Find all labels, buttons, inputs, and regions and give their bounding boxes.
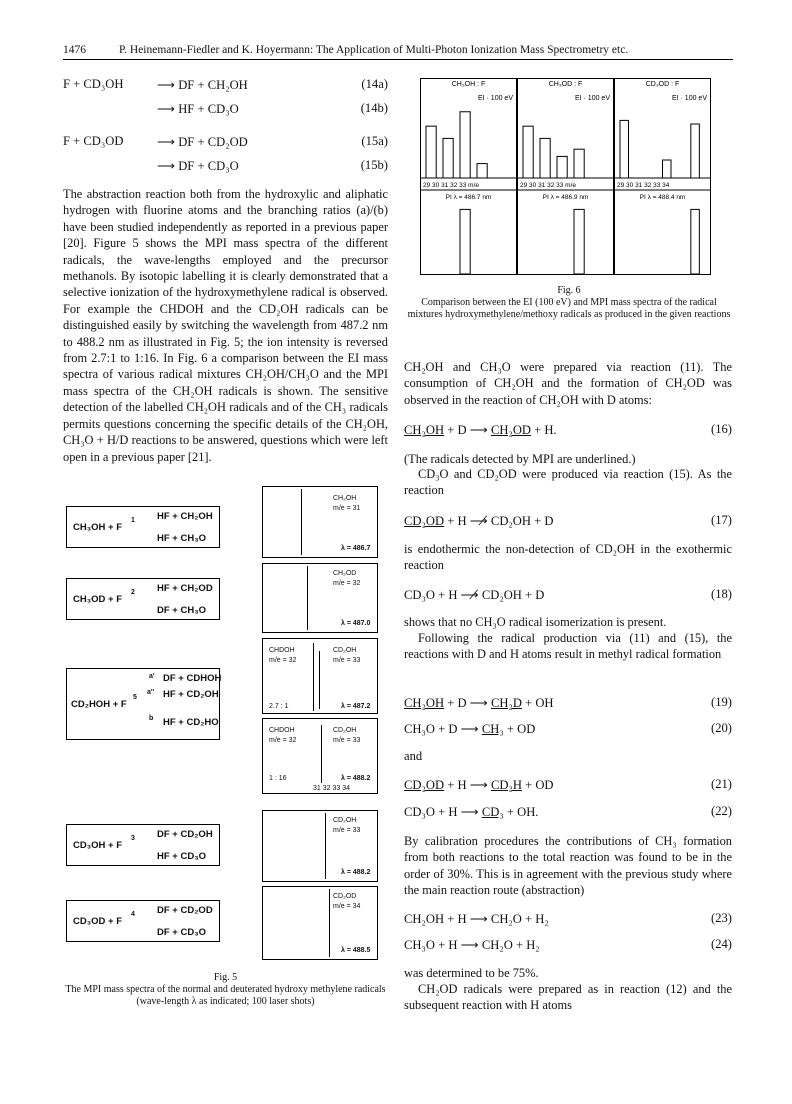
right-paragraph-2: (The radicals detected by MPI are underlined.) <box>404 452 636 466</box>
spectrum-panel-mix-2: CHDOH m/e = 32 CD₂OH m/e = 33 1 : 16 λ = 488.2 31 32 33 34 <box>262 718 378 794</box>
spectrum-panel-mix-1: CHDOH m/e = 32 CD₂OH m/e = 33 2.7 : 1 λ = 487.2 <box>262 638 378 714</box>
spectrum-panel-ch2od: CH₂OD m/e = 32 λ = 487.0 <box>262 563 378 633</box>
equation-18: CD₃O + H ⟶̸ CD₂OH + D (18) <box>404 587 732 602</box>
page-number: 1476 <box>63 44 86 56</box>
right-paragraph-8: was determined to be 75%. <box>404 966 539 980</box>
fig6-ei-bar <box>443 138 453 178</box>
right-paragraph-1: CH₂OH and CH₃O were prepared via reaction (11). The consumption of CH₂OH and the formation of CH₂OD was observed in the reaction of CH₂OH with D atoms: <box>404 360 732 407</box>
equation-24: CH₃O + H ⟶ CH₂O + H₂ (24) <box>404 937 732 952</box>
right-paragraph-9: CH₂OD radicals were prepared as in reaction (12) and the subsequent reaction with H atoms <box>404 982 732 1013</box>
right-paragraph-4: is endothermic the non-detection of CD₂OH in the exothermic reaction <box>404 542 732 573</box>
equation-15a: F + CD₃OD ⟶ DF + CD₂OD (15a) <box>63 134 388 149</box>
fig6-frame <box>518 79 614 275</box>
fig6-pi-label: PI λ = 486.9 nm <box>542 194 589 201</box>
and-text: and <box>404 749 423 763</box>
fig6-title: CD₃OD : F <box>645 81 680 88</box>
equation-20: CH₃O + D ⟶ CH₃ + OD (20) <box>404 721 732 736</box>
fig6-ei-label: EI · 100 eV <box>671 95 707 102</box>
spectrum-panel-cd2oh: CD₂OH m/e = 33 λ = 488.2 <box>262 810 378 882</box>
left-paragraph: The abstraction reaction both from the hydroxylic and aliphatic hydrogen with fluorine atoms and the branching ratios (a)/(b) have been studied independently as reported in a previous paper [20]. Figure 5 shows the MPI mass spectra of the different radicals, the wave-lengths employed and the precursor methanols. By isotopic labelling it is clearly demonstrated that a selective ionization of the hydroxymethylene radical is observed. For example the CHDOH and the CD₂OH radicals can be distinguished easily by switching the wavelength from 487.2 nm to 488.2 nm as illustrated in Fig. 5; the ion intensity is reversed from 2.7:1 to 1:16. In Fig. 6 a comparison between the EI mass spectra of various radical mixtures CH₂OH/CH₃O and the MPI mass spectra of the CH₂OH radicals is shown. The sensitive detection of the labelled CH₂OH radicals and of the CH₃ radicals permits questions concerning the specific details of the CH₂OH, CH₃O + H/D reactions to be answered, questions which were left open in a previous paper [21]. <box>63 187 388 464</box>
reaction-scheme-3: CD₃OH + F 3 DF + CD₂OH HF + CD₃O <box>66 824 220 866</box>
spectrum-panel-ch2oh: CH₂OH m/e = 31 λ = 486.7 <box>262 486 378 558</box>
fig6-spectra <box>420 78 712 278</box>
fig6-ei-bar <box>477 164 487 178</box>
fig6-ei-bar <box>523 126 533 178</box>
fig6-ei-bar <box>620 120 629 178</box>
equation-21: CD₂OD + H ⟶ CD₂H + OD (21) <box>404 777 732 792</box>
equation-17: CD₂OD + H ⟶̸ CD₂OH + D (17) <box>404 513 732 528</box>
fig6-ei-label: EI · 100 eV <box>574 95 610 102</box>
fig6-ei-bar <box>460 112 470 178</box>
equation-22: CD₃O + H ⟶ CD₃ + OH. (22) <box>404 804 732 819</box>
right-paragraph-7: By calibration procedures the contributions of CH₃ formation from both reactions to the total reaction was found to be in the order of 30%. This is in agreement with the previous study where the main reaction route (abstraction) <box>404 834 732 898</box>
right-paragraph-5: shows that no CH₃O radical isomerization is present. <box>404 615 667 629</box>
equation-19: CH₂OH + D ⟶ CH₂D + OH (19) <box>404 695 732 710</box>
reaction-scheme-4: CD₃OD + F 4 DF + CD₂OD DF + CD₃O <box>66 900 220 942</box>
equation-23: CH₂OH + H ⟶ CH₂O + H₂ (23) <box>404 911 732 926</box>
fig6-ei-label: EI · 100 eV <box>477 95 513 102</box>
fig6-axis-label: 29 30 31 32 33 m/e <box>520 182 577 189</box>
fig6-caption: Fig. 6 Comparison between the EI (100 eV) and MPI mass spectra of the radical mixtures hydroxymethylene/methoxy radicals as produced in the given reactions <box>407 285 731 320</box>
fig6-title: CH₃OD : F <box>548 81 583 88</box>
right-paragraph-3: CD₃O and CD₂OD were produced via reaction (15). As the reaction <box>404 467 732 498</box>
reaction-scheme-5: CD₂HOH + F 5 a' DF + CDHOH a'' HF + CD₂OH b HF + CD₂HO <box>66 668 220 740</box>
fig6-mpi-bar <box>574 209 584 274</box>
fig6-ei-bar <box>663 160 672 178</box>
fig6-pi-label: PI λ = 488.4 nm <box>639 194 686 201</box>
fig5-caption: Fig. 5 The MPI mass spectra of the normal and deuterated hydroxy methylene radicals (wave-length λ as indicated; 100 laser shots) <box>65 972 386 1007</box>
fig6-ei-bar <box>557 156 567 178</box>
equation-16: CH₂OH + D ⟶ CH₂OD + H. (16) <box>404 422 732 437</box>
reaction-scheme-2: CH₃OD + F 2 HF + CH₂OD DF + CH₃O <box>66 578 220 620</box>
fig6-axis-label: 29 30 31 32 33 34 <box>617 182 670 189</box>
fig6-title: CH₃OH : F <box>451 81 486 88</box>
fig6-frame <box>421 79 517 275</box>
equation-14a: F + CD₃OH ⟶ DF + CH₂OH (14a) <box>63 77 388 92</box>
fig6-ei-bar <box>691 124 700 178</box>
fig6-ei-bar <box>540 138 550 178</box>
fig6-ei-bar <box>426 126 436 178</box>
running-title: P. Heinemann-Fiedler and K. Hoyermann: The Application of Multi-Photon Ionization Mass Spectrometry etc. <box>119 44 629 56</box>
spectrum-panel-cd2od: CD₂OD m/e = 34 λ = 488.5 <box>262 886 378 960</box>
fig6-mpi-bar <box>691 209 700 274</box>
fig6-ei-bar <box>574 149 584 178</box>
running-header <box>63 44 733 60</box>
reaction-scheme-1: CH₃OH + F 1 HF + CH₂OH HF + CH₃O <box>66 506 220 548</box>
right-paragraph-6: Following the radical production via (11) and (15), the reactions with D and H atoms result in methyl radical formation <box>404 631 732 662</box>
fig6-axis-label: 29 30 31 32 33 m/e <box>423 182 480 189</box>
fig6-mpi-bar <box>460 209 470 274</box>
fig6-pi-label: PI λ = 486.7 nm <box>445 194 492 201</box>
